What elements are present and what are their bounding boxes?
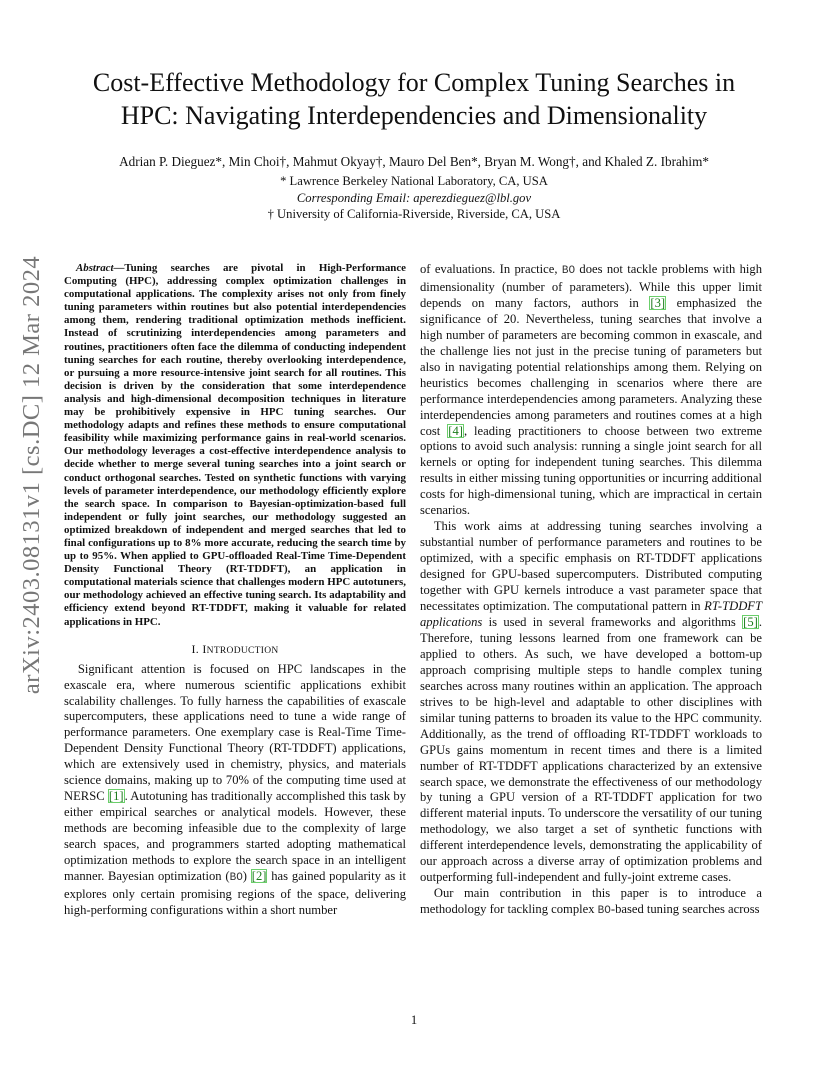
abstract-lead: Abstract <box>75 262 114 274</box>
author-list: Adrian P. Dieguez*, Min Choi†, Mahmut Okyay†, Mauro Del Ben*, Bryan M. Wong†, and Khaled Z. Ibrahim* <box>119 154 709 169</box>
affiliation-ucr: † University of California-Riverside, Riverside, CA, USA <box>267 207 561 221</box>
section-title-rest: NTRODUCTION <box>206 645 279 656</box>
right-column <box>420 262 762 920</box>
section-heading-introduction <box>64 642 406 659</box>
citation-link-2[interactable]: [2] <box>251 869 267 884</box>
left-column <box>64 262 406 919</box>
bo-abbrev: BO <box>597 905 611 918</box>
section-title-initial: I <box>202 641 207 656</box>
section-number: I. <box>191 641 200 656</box>
abstract-text: —Tuning searches are pivotal in High-Performance Computing (HPC), addressing complex optimization challenges in computational applications. The complexity arises not only from finely tuning parameters within routines but also potential interdependencies among them, rendering traditional optimization methods inefficient. Instead of scrutinizing interdependencies among parameters and routines, practitioners often face the dilemma of conducting independent tuning searches for each routine, thereby overlooking interdependence, or pursuing a more resource-intensive joint search for all routines. This decision is driven by the consideration that some interdependence analysis and high-dimensional decomposition techniques in literature may be prohibitively expensive in HPC tuning searches. Our methodology adapts and refines these methods to ensure computational feasibility while maximizing performance gains in real-world scenarios. Our methodology leverages a cost-effective interdependence analysis to decide whether to merge several tuning searches into a joint search or conduct orthogonal searches. Tested on synthetic functions with varying levels of parameter interdependence, our methodology efficiently explore the search space. In comparison to Bayesian-optimization-based full independent or fully joint searches, our methodology suggested an optimized breakdown of independent and merged searches that led to final configurations up to 8% more accurate, reducing the search time by up to 95%. When applied to GPU-offloaded Real-Time Time-Dependent Density Functional Theory (RT-TDDFT), an application in computational materials science that challenges modern HPC autotuners, our methodology achieved an effective tuning search. Its adaptability and efficiency extend beyond RT-TDDFT, making it valuable for related applications in HPC. <box>64 262 406 628</box>
citation-link-5[interactable]: [5] <box>743 614 758 629</box>
citation-link-3[interactable]: [3] <box>650 295 666 310</box>
paper-title-line-1: Cost-Effective Methodology for Complex Tuning Searches in <box>92 68 736 97</box>
arxiv-identifier: arXiv:2403.08131v1 [cs.DC] 12 Mar 2024 <box>18 255 45 695</box>
arxiv-sidebar <box>13 255 51 695</box>
paper-title <box>40 66 788 132</box>
emphasis-rt-tddft: RT-TDDFT applications <box>420 599 762 629</box>
citation-link-4[interactable]: [4] <box>448 423 463 438</box>
bo-abbrev: BO <box>561 265 576 277</box>
abstract <box>64 262 406 629</box>
intro-paragraph-1-continued: of evaluations. In practice, BO does not tackle problems with high dimensionality (number of parameters). While this upper limit depends on many factors, authors in [3] emphasized the significance of 20. Nevertheless, tuning searches that involve a high number of parameters are becoming common in exascale, and the challenge lies not just in the precise tuning of parameters but also in navigating potential relationships among them. Relying on heuristics becomes challenging in scenarios where there are performance interdependencies among parameters. Analyzing these interdependencies among parameters and routines comes at a high cost [4], leading practitioners to choose between two extreme options to avoid such analysis: running a single joint search for all kernels or opting for independent tuning searches. This dilemma results in either missing tuning opportunities or incurring additional costs for high-dimensional tuning, which are impractical in certain scenarios. <box>420 262 763 518</box>
intro-paragraph-1: Significant attention is focused on HPC landscapes in the exascale era, where numerous scientific applications exhibit scalability challenges. To fully harness the capabilities of exascale supercomputers, these applications need to tune a wide range of performance parameters. One exemplary case is Real-Time Time-Dependent Density Functional Theory (RT-TDDFT) applications, which are extensively used in chemistry, physics, and materials science domains, making up to 70% of the computing time used at NERSC [1]. Autotuning has traditionally accomplished this task by either empirical searches or analytical models. However, these methods are becoming infeasible due to the complexity of large search spaces, and programmers started adopting mathematical optimization methods to explore the search space in an intelligent manner. Bayesian optimization (BO) [2] has gained popularity as it explores only certain promising regions of the space, delivering high-performing configurations within a short number <box>64 661 406 917</box>
bo-abbrev: BO <box>229 872 243 885</box>
affiliation-lbnl: * Lawrence Berkeley National Laboratory, CA, USA <box>280 174 548 188</box>
citation-link-1[interactable]: [1] <box>108 789 124 804</box>
page-number: 1 <box>410 1013 418 1027</box>
corresponding-email: Corresponding Email: aperezdieguez@lbl.gov <box>296 191 532 205</box>
intro-paragraph-2: This work aims at addressing tuning searches involving a substantial number of performance parameters and routines to be optimized, with a specific emphasis on RT-TDDFT applications designed for GPU-based supercomputers. Distributed computing together with GPU kernels introduce a vast parameter space that necessitates optimization. The computational pattern in RT-TDDFT applications is used in several frameworks and algorithms [5]. Therefore, tuning lessons learned from one framework can be applied to others. As such, we have developed a bottom-up approach comprising multiple steps to handle complex tuning searches across many routines within an application. The approach strives to be high-level and adaptable to other disciplines with similar tuning patterns to broaden its value to the HPC community. Additionally, as the trend of offloading RT-TDDFT workloads to GPUs gains momentum in recent times and there is a limited number of RT-TDDFT applications characterized by an extensive search space, we demonstrate the effectiveness of our methodology by tuning a GPU version of a RT-TDDFT application for two different material inputs. To underscore the versatility of our tuning methodology, we also target a set of synthetic functions with different interdependence levels, demonstrating the applicability of our approach across a diverse array of optimization problems and outperforming full-independent and fully-joint extreme cases. <box>420 519 762 885</box>
paper-title-line-2: HPC: Navigating Interdependencies and Dimensionality <box>120 101 708 130</box>
intro-paragraph-3: Our main contribution in this paper is to introduce a methodology for tackling complex BO-based tuning searches across <box>420 886 762 918</box>
